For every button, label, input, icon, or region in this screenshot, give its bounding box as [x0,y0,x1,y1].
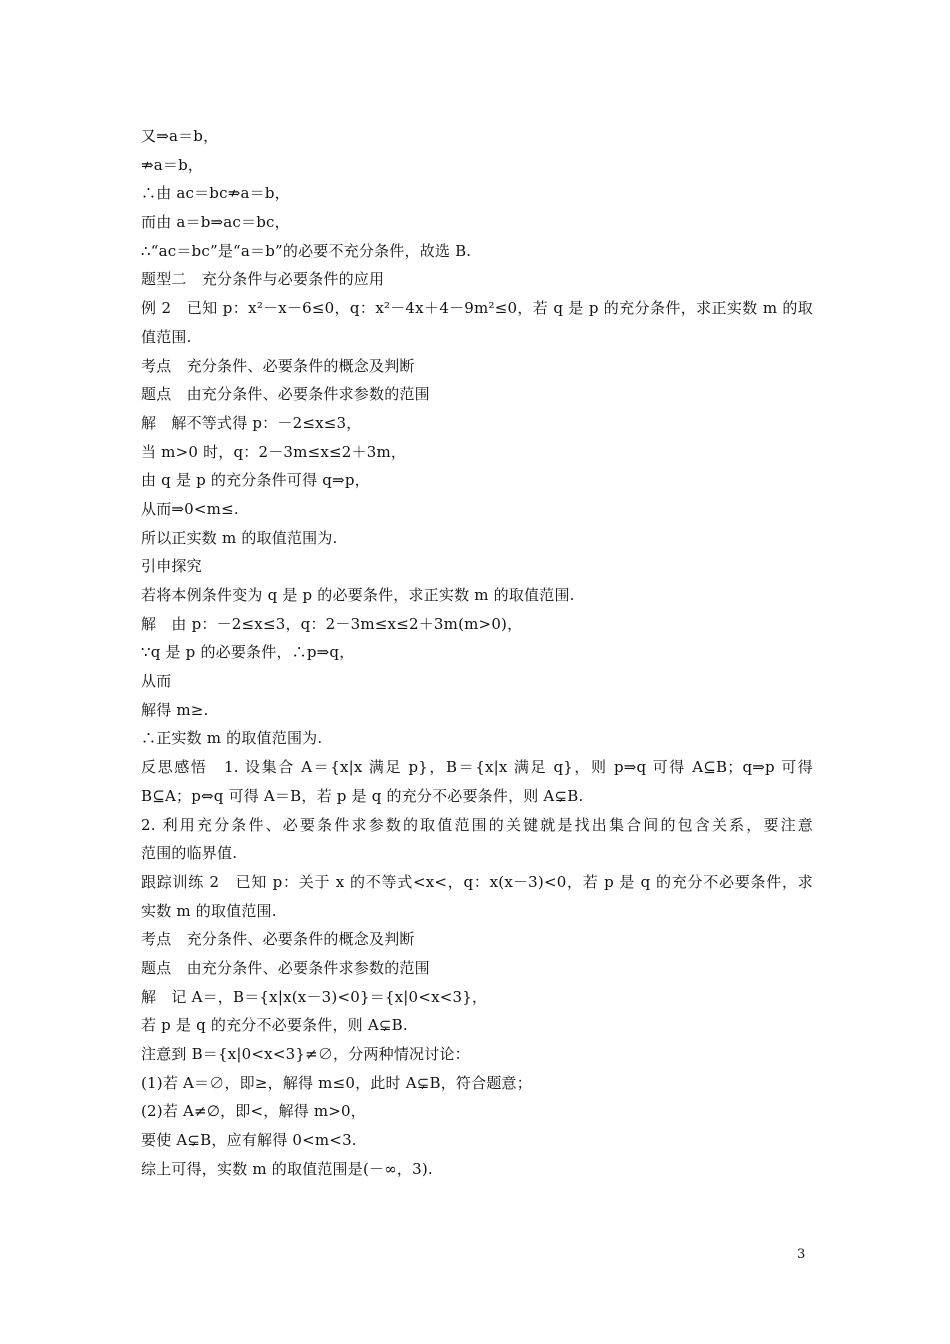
text-line: 从而⇒0<m≤. [141,499,239,518]
solution-line: 解 记 A＝，B＝{x|x(x－3)<0}＝{x|0<x<3}， [141,987,488,1006]
text-line: 解得 m≥. [141,700,209,719]
text-line: 当 m>0 时，q：2－3m≤x≤2＋3m， [141,442,407,461]
topic-point: 题点 由充分条件、必要条件求参数的范围 [141,385,430,404]
section-heading: 题型二 充分条件与必要条件的应用 [141,270,385,289]
text-line: 从而 [141,672,172,691]
topic-point: 题点 由充分条件、必要条件求参数的范围 [141,958,430,977]
text-line: 综上可得，实数 m 的取值范围是(－∞，3). [141,1159,433,1178]
text-line: (2)若 A≠∅，即<，解得 m>0， [141,1102,366,1121]
text-line: 所以正实数 m 的取值范围为. [141,528,338,547]
text-line: 2. 利用充分条件、必要条件求参数的取值范围的关键就是找出集合间的包含关系，要注意 [141,815,813,834]
text-line: ∴“ac＝bc”是“a＝b”的必要不充分条件，故选 B. [141,241,472,260]
solution-line: 解 由 p：－2≤x≤3，q：2－3m≤x≤2＋3m(m>0)， [141,614,523,633]
text-line: 若将本例条件变为 q 是 p 的必要条件，求正实数 m 的取值范围. [141,586,575,604]
example-statement: 例 2 已知 p：x²－x－6≤0，q：x²－4x＋4－9m²≤0，若 q 是 p 的充分条件，求正实数 m 的取 [141,299,813,318]
knowledge-point: 考点 充分条件、必要条件的概念及判断 [141,930,415,949]
text-line: ∴正实数 m 的取值范围为. [141,729,323,748]
solution-line: 解 解不等式得 p：－2≤x≤3， [141,413,362,432]
exercise-statement: 跟踪训练 2 已知 p：关于 x 的不等式<x<，q：x(x－3)<0，若 p 是 q 的充分不必要条件，求 [141,872,813,891]
page-number: 3 [797,1247,806,1262]
text-line: ∴由 ac＝bc⇏a＝b， [141,184,290,203]
text-line: B⊆A；p⇔q 可得 A＝B，若 p 是 q 的充分不必要条件，则 A⊊B. [141,786,584,805]
text-line: 又⇒a＝b， [141,127,219,145]
text-line: 实数 m 的取值范围. [141,901,277,920]
subsection-heading: 引申探究 [141,557,202,576]
text-line: 若 p 是 q 的充分不必要条件，则 A⊊B. [141,1016,408,1035]
text-line: 注意到 B＝{x|0<x<3}≠∅，分两种情况讨论： [141,1045,470,1063]
text-line: 由 q 是 p 的充分条件可得 q⇒p， [141,471,370,490]
document-body [141,122,813,1183]
text-line: 要使 A⊊B，应有解得 0<m<3. [141,1131,357,1150]
text-line: 而由 a＝b⇒ac＝bc， [141,213,290,232]
text-line: 范围的临界值. [141,844,238,863]
text-line: (1)若 A＝∅，即≥，解得 m≤0，此时 A⊊B，符合题意； [141,1073,532,1092]
text-line: 值范围. [141,327,192,346]
knowledge-point: 考点 充分条件、必要条件的概念及判断 [141,356,415,375]
reflection-line: 反思感悟 1. 设集合 A＝{x|x 满足 p}，B＝{x|x 满足 q}，则 p⇒q 可得 A⊆B；q⇒p 可得 [141,758,813,777]
text-line: ∵q 是 p 的必要条件，∴p⇒q， [141,643,355,662]
text-line: ⇏a＝b， [141,155,204,174]
